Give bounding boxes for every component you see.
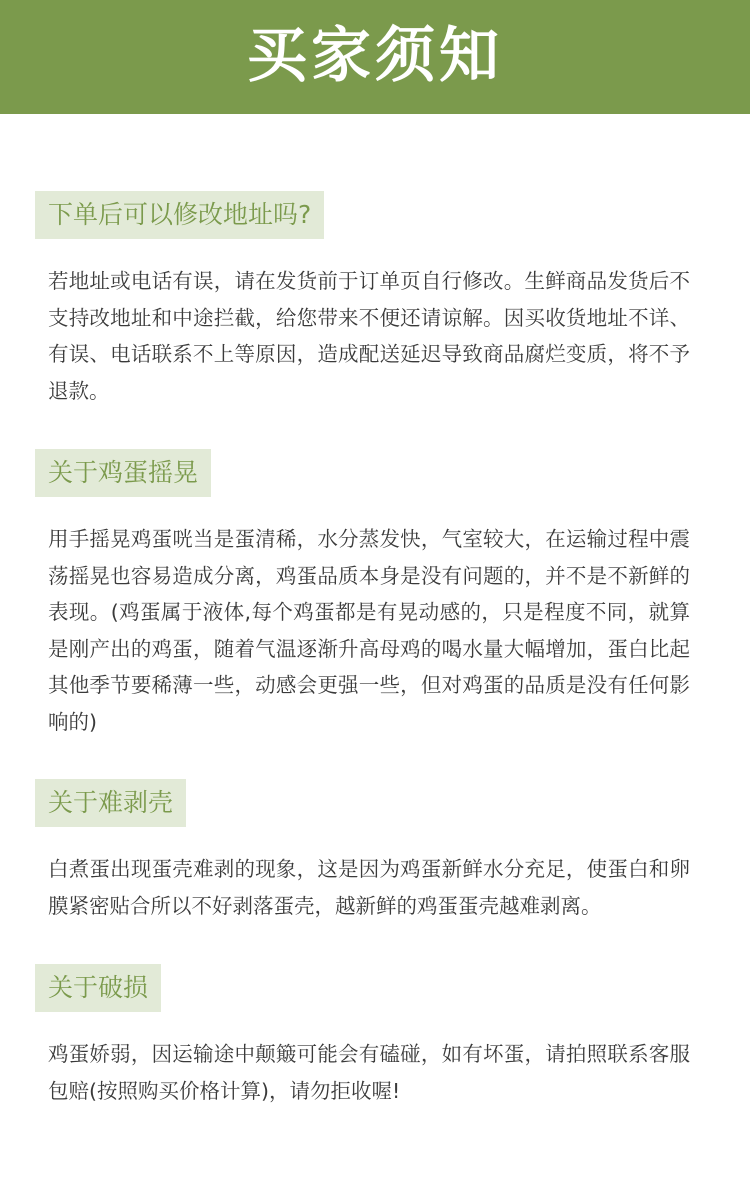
- section-body: 鸡蛋娇弱，因运输途中颠簸可能会有磕碰，如有坏蛋，请拍照联系客服包赔(按照购买价格计算)，请勿拒收喔!: [48, 1042, 690, 1103]
- section-body: 白煮蛋出现蛋壳难剥的现象，这是因为鸡蛋新鲜水分充足，使蛋白和卵膜紧密贴合所以不好剥落蛋壳，越新鲜的鸡蛋蛋壳越难剥离。: [48, 857, 690, 918]
- section-breakage: [35, 964, 695, 1109]
- page-header: [0, 0, 750, 114]
- section-address-change: [35, 191, 695, 409]
- section-body: 若地址或电话有误，请在发货前于订单页自行修改。生鲜商品发货后不支持改地址和中途拦截，给您带来不便还请谅解。因买收货地址不详、有误、电话联系不上等原因，造成配送延迟导致商品腐烂变质，将不予退款。: [48, 269, 690, 403]
- page-title: 买家须知: [247, 21, 503, 91]
- section-egg-shaking: [35, 449, 695, 740]
- section-heading: 下单后可以修改地址吗?: [35, 191, 324, 239]
- section-hard-peeling: [35, 779, 695, 924]
- section-heading: 关于鸡蛋摇晃: [35, 449, 211, 497]
- section-body: 用手摇晃鸡蛋咣当是蛋清稀，水分蒸发快，气室较大，在运输过程中震荡摇晃也容易造成分离，鸡蛋品质本身是没有问题的，并不是不新鲜的表现。(鸡蛋属于液体,每个鸡蛋都是有晃动感的，只是程度不同，就算是刚产出的鸡蛋，随着气温逐渐升高母鸡的喝水量大幅增加，蛋白比起其他季节要稀薄一些，动感会更强一些，但对鸡蛋的品质是没有任何影响的): [48, 527, 690, 734]
- section-heading: 关于难剥壳: [35, 779, 186, 827]
- section-heading: 关于破损: [35, 964, 161, 1012]
